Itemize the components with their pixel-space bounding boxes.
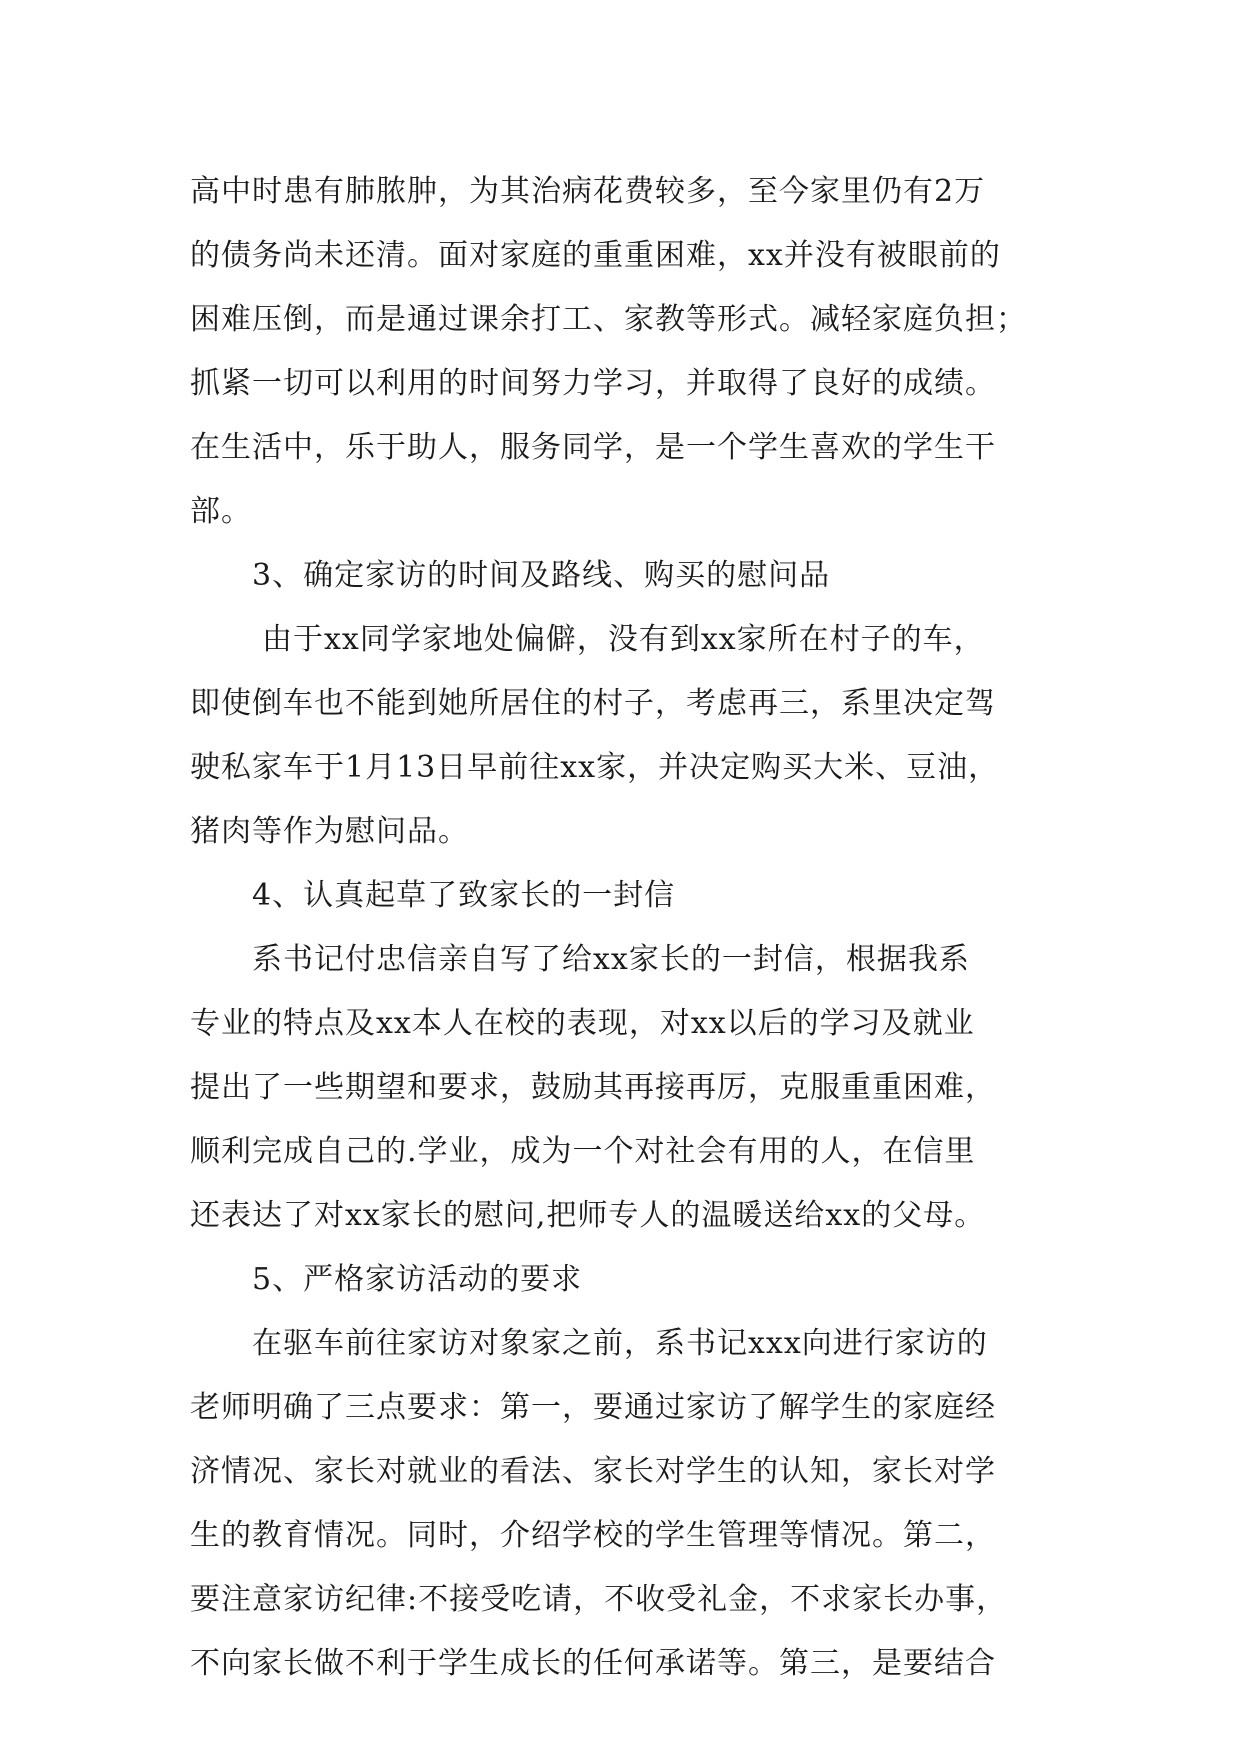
text-line: 抓紧一切可以利用的时间努力学习，并取得了良好的成绩。 xyxy=(190,366,996,401)
text-line: 不向家长做不利于学生成长的任何承诺等。第三，是要结合 xyxy=(190,1646,996,1681)
text-line: 济情况、家长对就业的看法、家长对学生的认知，家长对学 xyxy=(190,1454,996,1489)
section-heading: 4、认真起草了致家长的一封信 xyxy=(252,878,676,913)
text-line: 在驱车前往家访对象家之前，系书记xxx向进行家访的 xyxy=(252,1326,988,1361)
text-line: 系书记付忠信亲自写了给xx家长的一封信，根据我系 xyxy=(252,942,970,977)
text-line: 还表达了对xx家长的慰问,把师专人的温暖送给xx的父母。 xyxy=(190,1198,986,1233)
text-line: 由于xx同学家地处偏僻，没有到xx家所在村子的车， xyxy=(262,622,985,657)
text-line: 专业的特点及xx本人在校的表现，对xx以后的学习及就业 xyxy=(190,1006,975,1041)
section-heading: 3、确定家访的时间及路线、购买的慰问品 xyxy=(252,558,831,593)
text-line: 即使倒车也不能到她所居住的村子，考虑再三，系里决定驾 xyxy=(190,686,996,721)
text-line: 顺利完成自己的.学业，成为一个对社会有用的人，在信里 xyxy=(190,1134,976,1169)
text-line: 提出了一些期望和要求，鼓励其再接再厉，克服重重困难， xyxy=(190,1070,996,1105)
text-line: 驶私家车于1月13日早前往xx家，并决定购买大米、豆油， xyxy=(190,750,1000,785)
text-line: 部。 xyxy=(190,494,252,529)
text-line: 困难压倒，而是通过课余打工、家教等形式。减轻家庭负担； xyxy=(190,302,1027,337)
text-line: 猪肉等作为慰问品。 xyxy=(190,814,469,849)
text-line: 要注意家访纪律:不接受吃请，不收受礼金，不求家长办事， xyxy=(190,1582,1008,1617)
text-line: 高中时患有肺脓肿，为其治病花费较多，至今家里仍有2万 xyxy=(190,174,986,209)
section-heading: 5、严格家访活动的要求 xyxy=(252,1262,583,1297)
text-line: 生的教育情况。同时，介绍学校的学生管理等情况。第二， xyxy=(190,1518,996,1553)
text-line: 老师明确了三点要求：第一，要通过家访了解学生的家庭经 xyxy=(190,1390,996,1425)
document-body xyxy=(190,160,1060,1696)
text-line: 在生活中，乐于助人，服务同学，是一个学生喜欢的学生干 xyxy=(190,430,996,465)
text-line: 的债务尚未还清。面对家庭的重重困难，xx并没有被眼前的 xyxy=(190,238,1001,273)
